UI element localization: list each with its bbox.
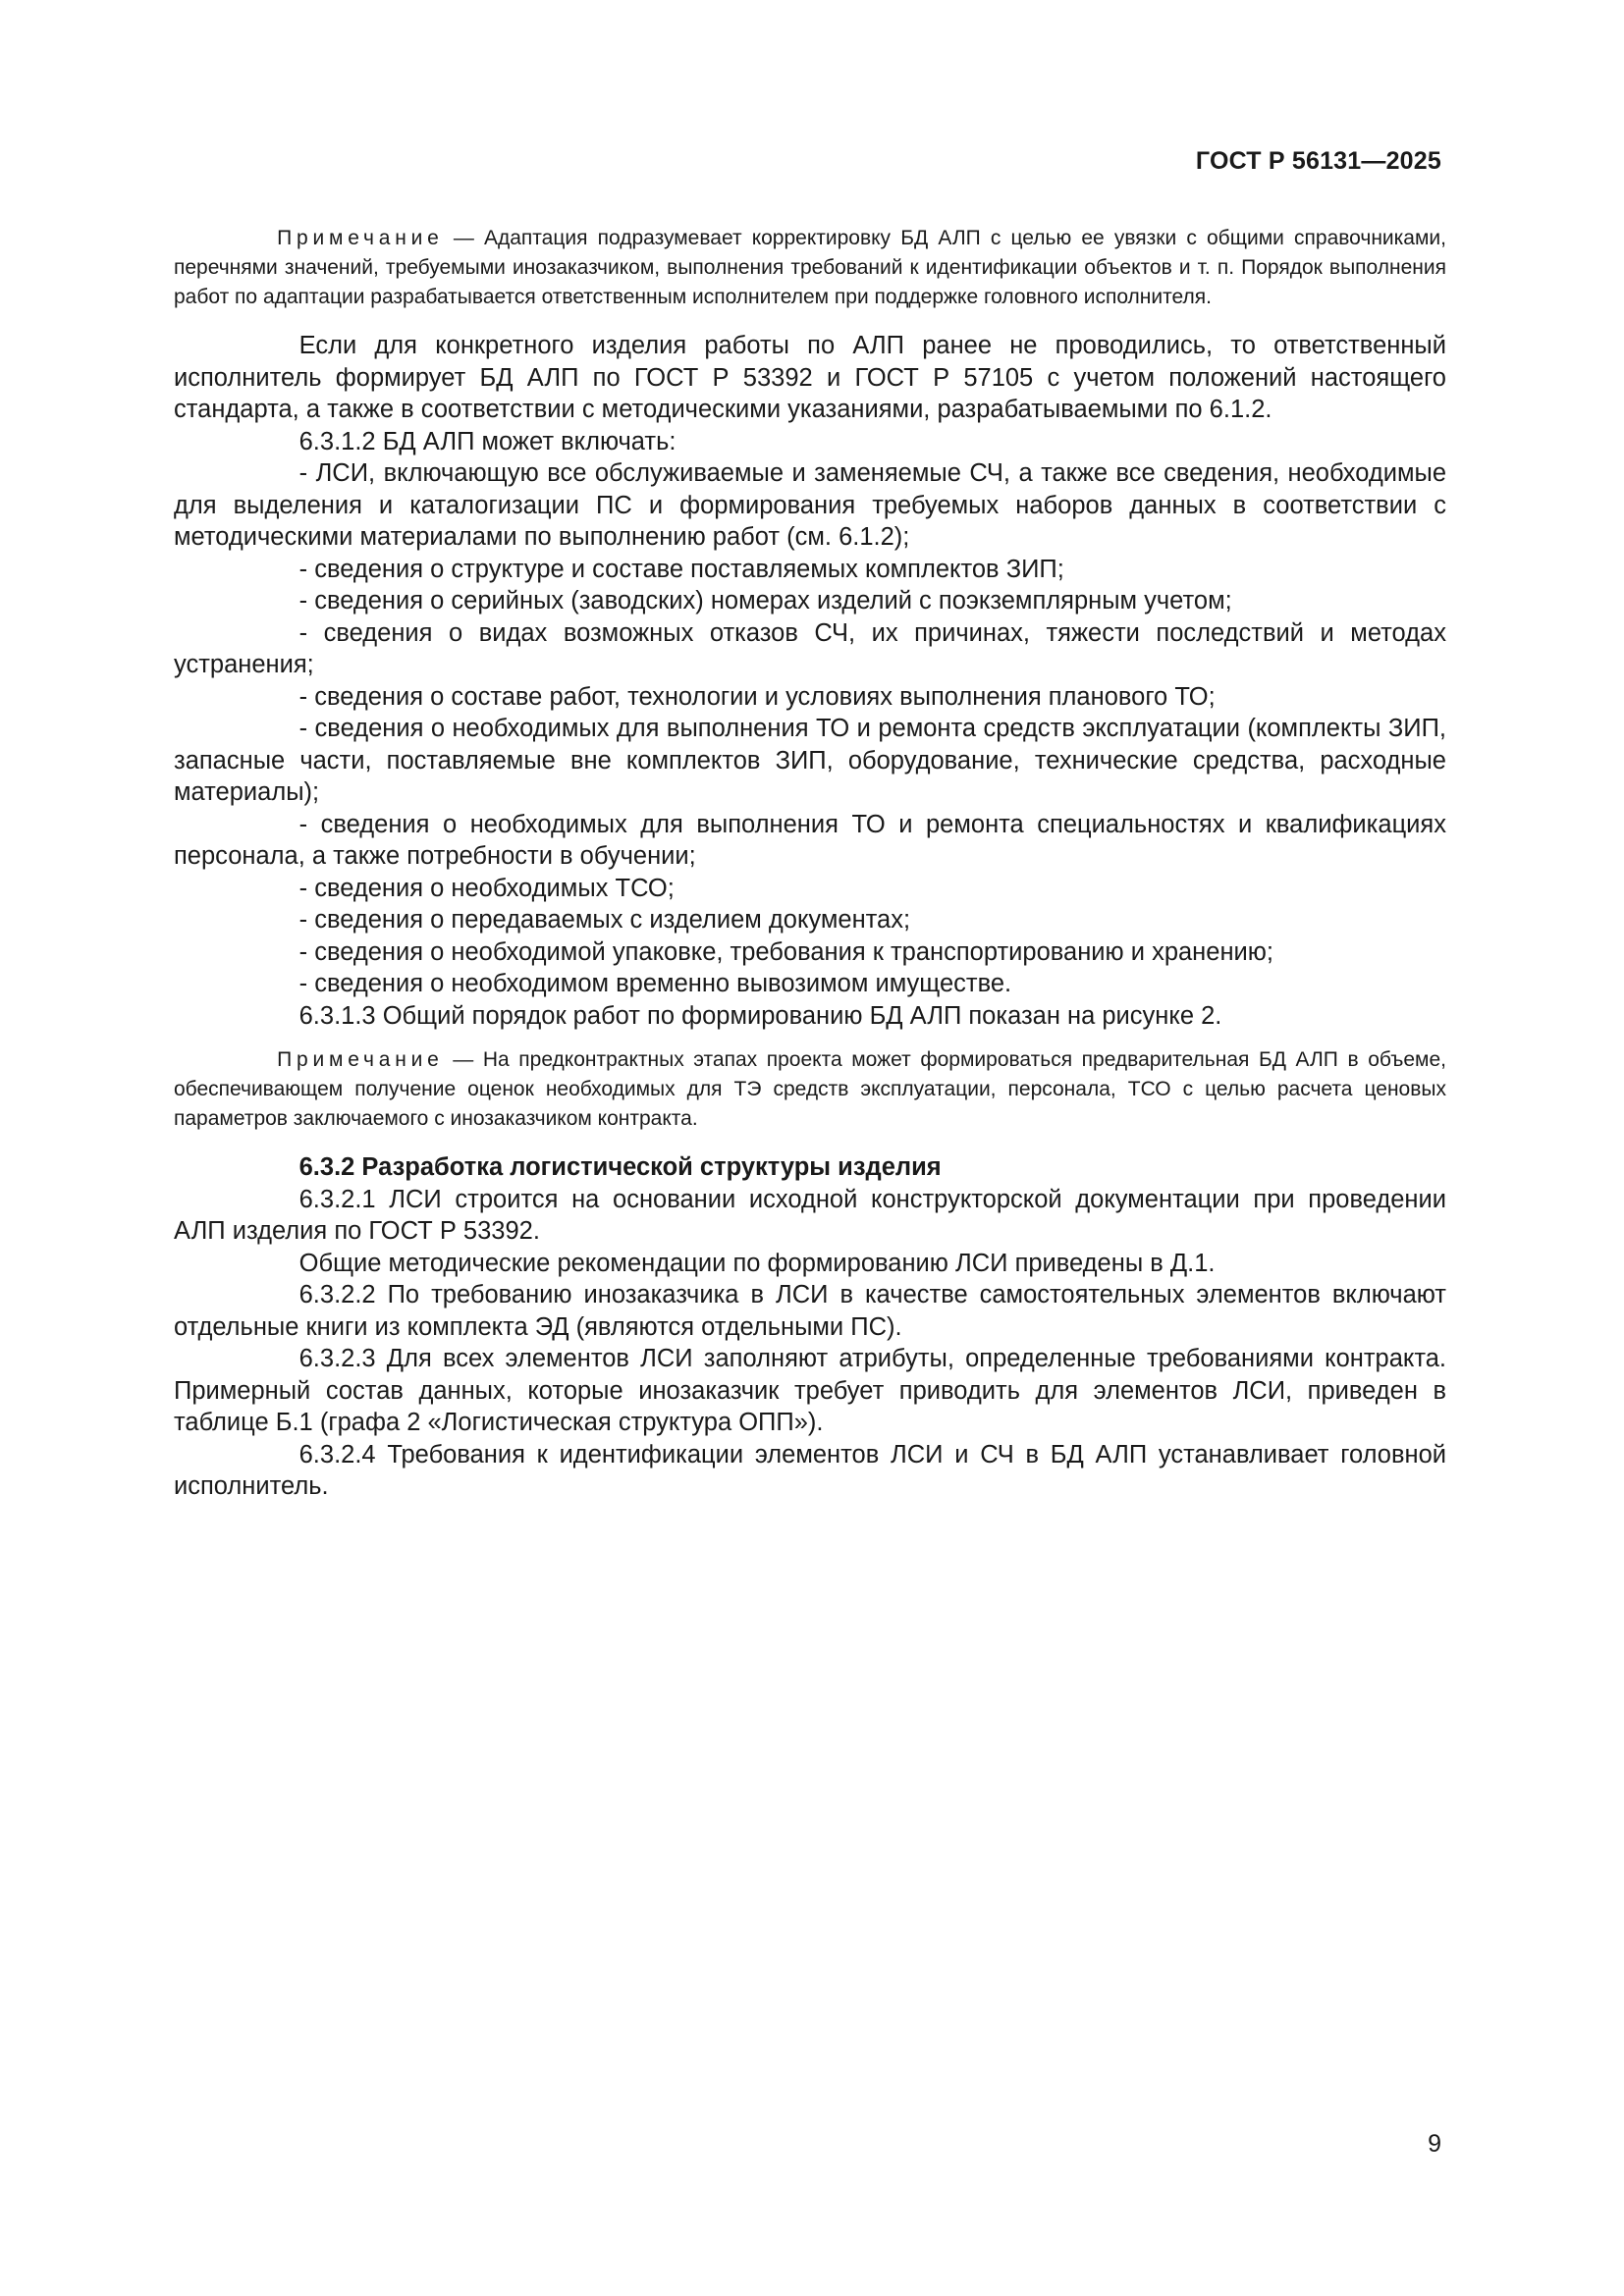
paragraph: 6.3.2.2 По требованию инозаказчика в ЛСИ в качестве самостоятельных элементов включают отдельные книги из комплекта ЭД (являются отдельными ПС).	[174, 1281, 1446, 1341]
paragraph-6-3-1-3: 6.3.1.3 Общий порядок работ по формированию БД АЛП показан на рисунке 2.	[298, 1001, 1222, 1030]
document-number-header: ГОСТ Р 56131—2025	[1195, 147, 1441, 175]
page-content	[174, 224, 1446, 1503]
section-6-3-1-body	[174, 330, 1446, 1032]
page-number: 9	[1428, 2130, 1441, 2158]
note-dash: —	[443, 227, 484, 249]
list-item: - сведения о необходимой упаковке, требования к транспортированию и хранению;	[298, 937, 1273, 966]
paragraph: 6.3.2.4 Требования к идентификации элементов ЛСИ и СЧ в БД АЛП устанавливает головной исполнитель.	[174, 1440, 1446, 1500]
list-item: - сведения о необходимом временно вывозимом имуществе.	[298, 970, 1012, 997]
list-item: - сведения о составе работ, технологии и условиях выполнения планового ТО;	[298, 682, 1216, 711]
list-item: - сведения о необходимых ТСО;	[298, 874, 675, 902]
list-item: - сведения о структуре и составе поставляемых комплектов ЗИП;	[298, 555, 1064, 583]
note-dash: —	[443, 1048, 483, 1071]
paragraph-6-3-1-2: 6.3.1.2 БД АЛП может включать:	[298, 427, 677, 455]
list-item: - ЛСИ, включающую все обслуживаемые и заменяемые СЧ, а также все сведения, необходимые для выделения и каталогизации ПС и формирования требуемых наборов данных в соответствии с методическими материалами по выполнению работ (см. 6.1.2);	[174, 459, 1446, 551]
list-item: - сведения о серийных (заводских) номерах изделий с поэкземплярным учетом;	[298, 587, 1232, 614]
list-item: - сведения о необходимых для выполнения ТО и ремонта средств эксплуатации (комплекты ЗИП, запасные части, поставляемые вне комплектов ЗИП, оборудование, технические средства, расходные материалы);	[174, 715, 1446, 806]
section-heading: 6.3.2 Разработка логистической структуры изделия	[298, 1153, 942, 1181]
list-item: - сведения о передаваемых с изделием документах;	[298, 906, 911, 934]
note-label: Примечание	[277, 1048, 444, 1071]
list-item: - сведения о видах возможных отказов СЧ, их причинах, тяжести последствий и методах устранения;	[174, 618, 1446, 678]
paragraph: 6.3.2.1 ЛСИ строится на основании исходной конструкторской документации при проведении АЛП изделия по ГОСТ Р 53392.	[174, 1185, 1446, 1245]
note-label: Примечание	[277, 227, 444, 249]
section-6-3-2-body	[174, 1151, 1446, 1503]
note-text: На предконтрактных этапах проекта может формироваться предварительная БД АЛП в объеме, обеспечивающем получение оценок необходимых для ТЭ средств эксплуатации, персонала, ТСО с целью расчета ценовых параметров заключаемого с инозаказчиком контракта.	[174, 1048, 1446, 1130]
note-text: Адаптация подразумевает корректировку БД АЛП с целью ее увязки с общими справочниками, перечнями значений, требуемыми инозаказчиком, выполнения требований к идентификации объектов и т. п. Порядок выполнения работ по адаптации разрабатывается ответственным исполнителем при поддержке головного исполнителя.	[174, 227, 1446, 308]
paragraph: Если для конкретного изделия работы по АЛП ранее не проводились, то ответственный исполнитель формирует БД АЛП по ГОСТ Р 53392 и ГОСТ Р 57105 с учетом положений настоящего стандарта, а также в соответствии с методическими указаниями, разрабатываемыми по 6.1.2.	[174, 332, 1446, 423]
note-adaptation	[174, 224, 1446, 312]
note-precontract	[174, 1045, 1446, 1134]
paragraph: Общие методические рекомендации по формированию ЛСИ приведены в Д.1.	[298, 1249, 1216, 1277]
paragraph: 6.3.2.3 Для всех элементов ЛСИ заполняют атрибуты, определенные требованиями контракта. Примерный состав данных, которые инозаказчик требует приводить для элементов ЛСИ, приведен в таблице Б.1 (графа 2 «Логистическая структура ОПП»).	[174, 1345, 1446, 1436]
list-item: - сведения о необходимых для выполнения ТО и ремонта специальностях и квалификациях персонала, а также потребности в обучении;	[174, 810, 1446, 870]
